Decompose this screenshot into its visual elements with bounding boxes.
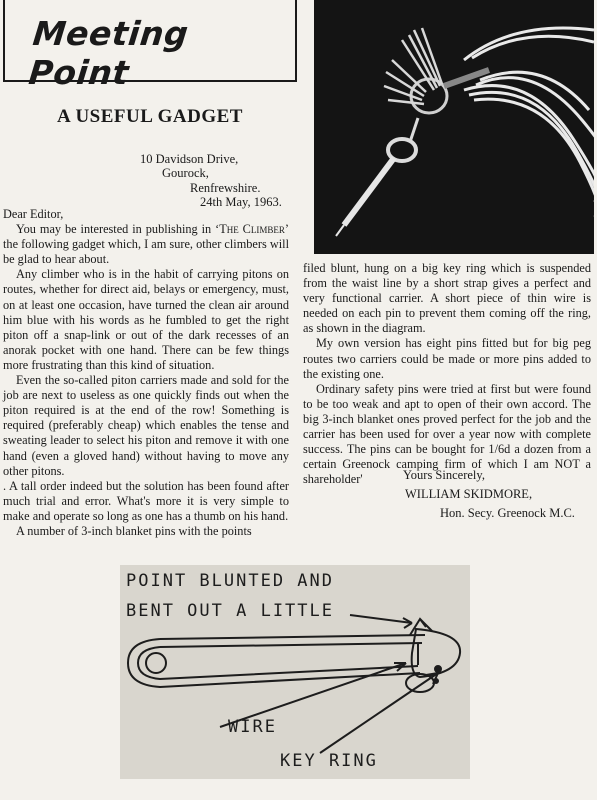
label-key-ring: KEY RING <box>280 751 378 771</box>
paragraph-7: My own version has eight pins fitted but for big peg routes two carriers could be made or more pins added to the existing one. <box>303 336 591 381</box>
address-line-3: Renfrewshire. <box>190 181 261 195</box>
closing: Yours Sincerely, <box>403 468 485 482</box>
affiliation: Hon. Secy. Greenock M.C. <box>440 506 575 520</box>
signature: WILLIAM SKIDMORE, <box>405 487 533 501</box>
salutation: Dear Editor, <box>3 207 64 221</box>
pin-diagram <box>120 565 470 779</box>
paragraph-6: filed blunt, hung on a big key ring which is suspended from the waist line by a short strap gives a perfect and very functional carrier. A short piece of thin wire is needed on each pin to prevent them coming off the ring, as shown in the diagram. <box>303 261 591 336</box>
label-wire: WIRE <box>228 717 277 737</box>
letter-column-right <box>303 261 591 487</box>
paragraph-3: Even the so-called piton carriers made and sold for the job are next to useless as one quickly finds out when the piton required is at the end of the row! Something is required (preferably cheap) which enables the tense and sweating leader to select his piton and remove it with one hand (even a gloved hand) without having to move any other pitons. <box>3 373 289 478</box>
paragraph-5: A number of 3-inch blanket pins with the points <box>16 523 252 538</box>
paragraph-1: You may be interested in publishing in ‘The Climber’ the following gadget which, I am sure, other climbers will be glad to hear about. <box>3 222 289 267</box>
photo-piton-carrier <box>314 0 594 254</box>
paragraph-2: Any climber who is in the habit of carrying pitons on routes, whether for direct aid, belays or emergency, must, on at least one occasion, have turned the clean air around him blue with his words as he fumbled to get the right piton off a snap-link or out of the dark recesses of an anorak pocket with one hand. There can be few things more frustrating than this kind of situation. <box>3 267 289 372</box>
magazine-name: The Climber <box>219 222 285 237</box>
letter-date: 24th May, 1963. <box>200 195 282 209</box>
label-bent-out: BENT OUT A LITTLE <box>126 601 334 621</box>
letter-column-left <box>3 207 289 539</box>
paragraph-8: Ordinary safety pins were tried at first but were found to be too weak and apt to open of their own accord. The big 3-inch blanket ones proved perfect for the job and the carrier has been used for over a year now with complete success. The pins can be bought for 1/6d a dozen from a certain Greenock camping firm of which I am NOT a shareholder' <box>303 381 591 487</box>
blanket-pin-icon <box>120 565 470 779</box>
masthead-box <box>3 0 297 92</box>
address-line-2: Gourock, <box>162 166 209 180</box>
headline: A USEFUL GADGET <box>57 106 243 127</box>
masthead-title: Meeting Point <box>26 14 191 92</box>
address-line-1: 10 Davidson Drive, <box>140 152 239 166</box>
label-point-blunted: POINT BLUNTED AND <box>126 571 334 591</box>
paragraph-4: . A tall order indeed but the solution has been found after much trial and error. What's more it is very simple to make and operate so long as one has a thumb on his hand. <box>3 478 289 523</box>
photo-piton-carrier-icon <box>314 0 594 254</box>
